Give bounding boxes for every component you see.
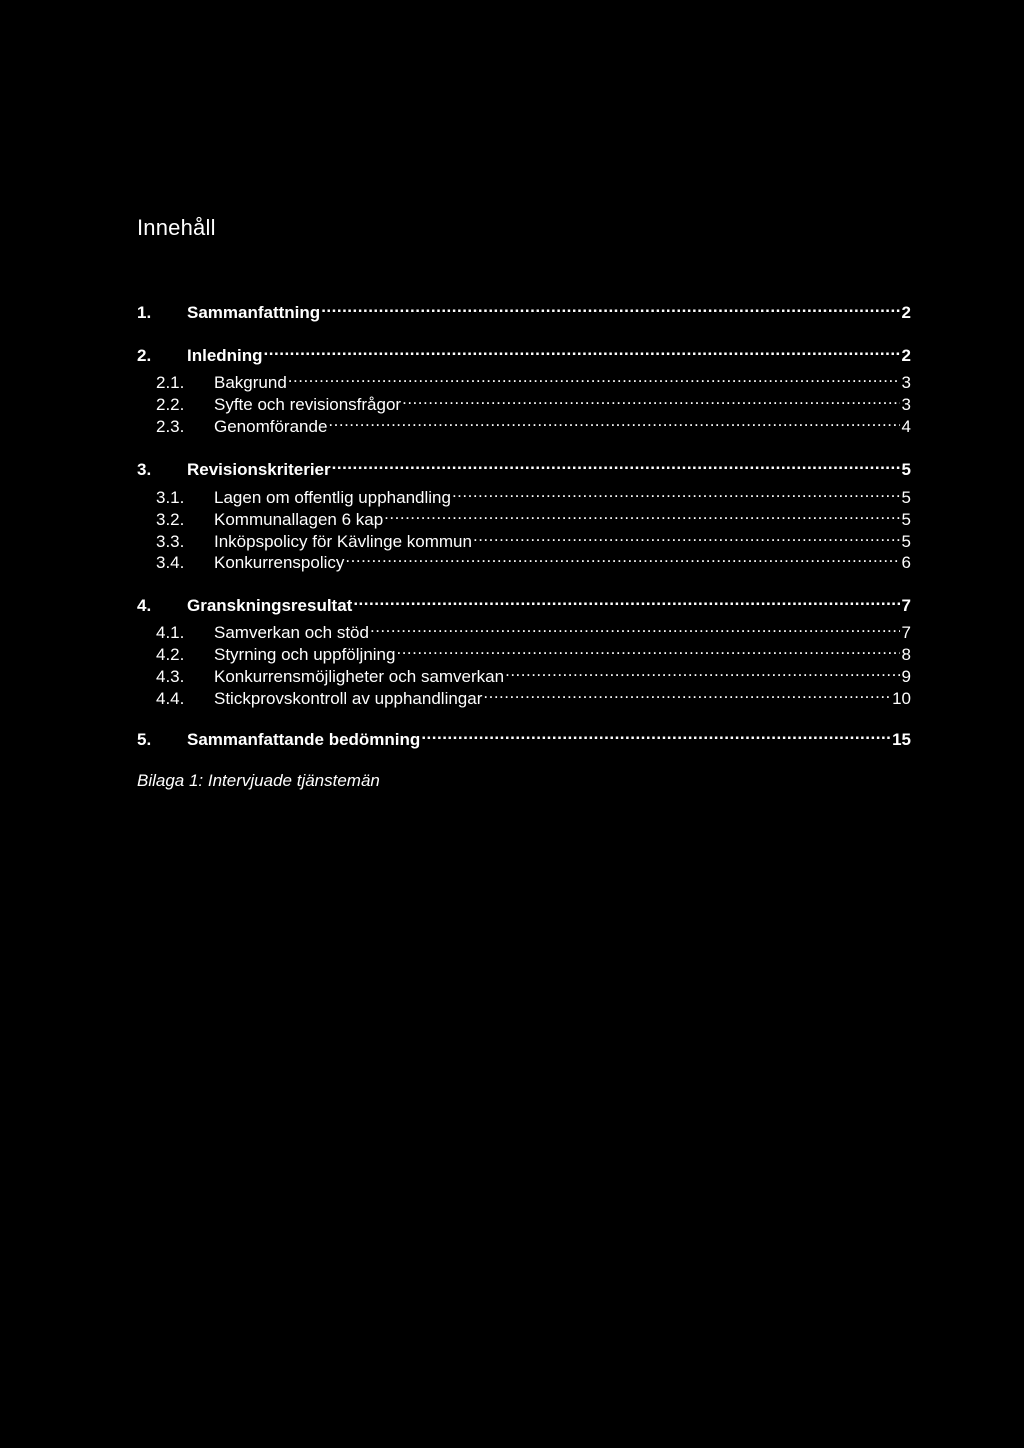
toc-entry-number: 3.2. xyxy=(156,510,185,529)
toc-leader-dots xyxy=(505,660,899,682)
toc-entry-page: 7 xyxy=(901,623,911,642)
toc-entry-page: 10 xyxy=(892,689,911,708)
toc-entry-title: Sammanfattning xyxy=(187,303,321,322)
toc-entry-4-4[interactable] xyxy=(137,682,911,710)
toc-leader-dots xyxy=(473,525,900,547)
toc-entry-page: 7 xyxy=(901,596,911,615)
toc-entry-number: 5. xyxy=(137,730,152,749)
toc-entry-page: 5 xyxy=(901,510,911,529)
toc-entry-page: 3 xyxy=(901,373,911,392)
toc-entry-page: 6 xyxy=(901,553,911,572)
toc-entry-title: Syfte och revisionsfrågor xyxy=(214,395,402,414)
toc-entry-title: Styrning och uppföljning xyxy=(214,645,396,664)
toc-leader-dots xyxy=(402,388,899,410)
toc-entry-page: 9 xyxy=(901,667,911,686)
toc-entry-number: 3.4. xyxy=(156,553,185,572)
toc-leader-dots xyxy=(370,616,900,638)
toc-entry-number: 2.3. xyxy=(156,417,185,436)
toc-leader-dots xyxy=(353,589,899,611)
toc-leader-dots xyxy=(483,682,890,704)
toc-leader-dots xyxy=(288,366,900,388)
toc-leader-dots xyxy=(332,453,900,475)
toc-entry-title: Lagen om offentlig upphandling xyxy=(214,488,451,507)
toc-entry-number: 4.4. xyxy=(156,689,185,708)
toc-entry-number: 3.1. xyxy=(156,488,185,507)
toc-entry-2-3[interactable] xyxy=(137,410,911,438)
toc-entry-page: 5 xyxy=(901,532,911,551)
toc-entry-title: Inledning xyxy=(187,346,263,365)
toc-entry-title: Revisionskriterier xyxy=(187,460,331,479)
toc-entry-title: Bakgrund xyxy=(214,373,287,392)
toc-entry-page: 2 xyxy=(901,346,911,365)
toc-entry-page: 5 xyxy=(901,488,911,507)
toc-entry-title: Kommunallagen 6 kap xyxy=(214,510,384,529)
toc-leader-dots xyxy=(264,339,900,361)
toc-entry-2[interactable] xyxy=(137,339,911,367)
toc-entry-title: Inköpspolicy för Kävlinge kommun xyxy=(214,532,472,551)
toc-entry-number: 4. xyxy=(137,596,152,615)
toc-leader-dots xyxy=(421,723,890,745)
appendix-entry[interactable]: Bilaga 1: Intervjuade tjänstemän xyxy=(137,771,380,790)
toc-entry-number: 4.2. xyxy=(156,645,185,664)
toc-entry-number: 1. xyxy=(137,303,152,322)
toc-leader-dots xyxy=(384,503,899,525)
toc-leader-dots xyxy=(328,410,899,432)
toc-entry-page: 2 xyxy=(901,303,911,322)
toc-entry-title: Konkurrenspolicy xyxy=(214,553,345,572)
toc-entry-page: 8 xyxy=(901,645,911,664)
toc-entry-4[interactable] xyxy=(137,589,911,617)
toc-entry-number: 3. xyxy=(137,460,152,479)
toc-entry-page: 15 xyxy=(892,730,911,749)
toc-entry-3-4[interactable] xyxy=(137,546,911,574)
toc-entry-title: Granskningsresultat xyxy=(187,596,353,615)
toc-entry-page: 5 xyxy=(901,460,911,479)
toc-leader-dots xyxy=(396,638,899,660)
toc-entry-title: Konkurrensmöjligheter och samverkan xyxy=(214,667,505,686)
toc-entry-5[interactable] xyxy=(137,723,911,751)
toc-entry-title: Genomförande xyxy=(214,417,328,436)
toc-leader-dots xyxy=(452,481,900,503)
toc-entry-3[interactable] xyxy=(137,453,911,481)
toc-leader-dots xyxy=(345,546,899,568)
toc-entry-number: 4.1. xyxy=(156,623,185,642)
toc-entry-number: 2.1. xyxy=(156,373,185,392)
toc-entry-title: Samverkan och stöd xyxy=(214,623,369,642)
toc-entry-number: 3.3. xyxy=(156,532,185,551)
toc-entry-number: 2. xyxy=(137,346,152,365)
toc-entry-number: 4.3. xyxy=(156,667,185,686)
toc-entry-page: 3 xyxy=(901,395,911,414)
toc-entry-title: Sammanfattande bedömning xyxy=(187,730,421,749)
toc-entry-number: 2.2. xyxy=(156,395,185,414)
toc-heading: Innehåll xyxy=(137,215,216,240)
toc-entry-page: 4 xyxy=(901,417,911,436)
toc-entry-1[interactable] xyxy=(137,296,911,324)
toc-leader-dots xyxy=(321,296,899,318)
toc-entry-title: Stickprovskontroll av upphandlingar xyxy=(214,689,483,708)
